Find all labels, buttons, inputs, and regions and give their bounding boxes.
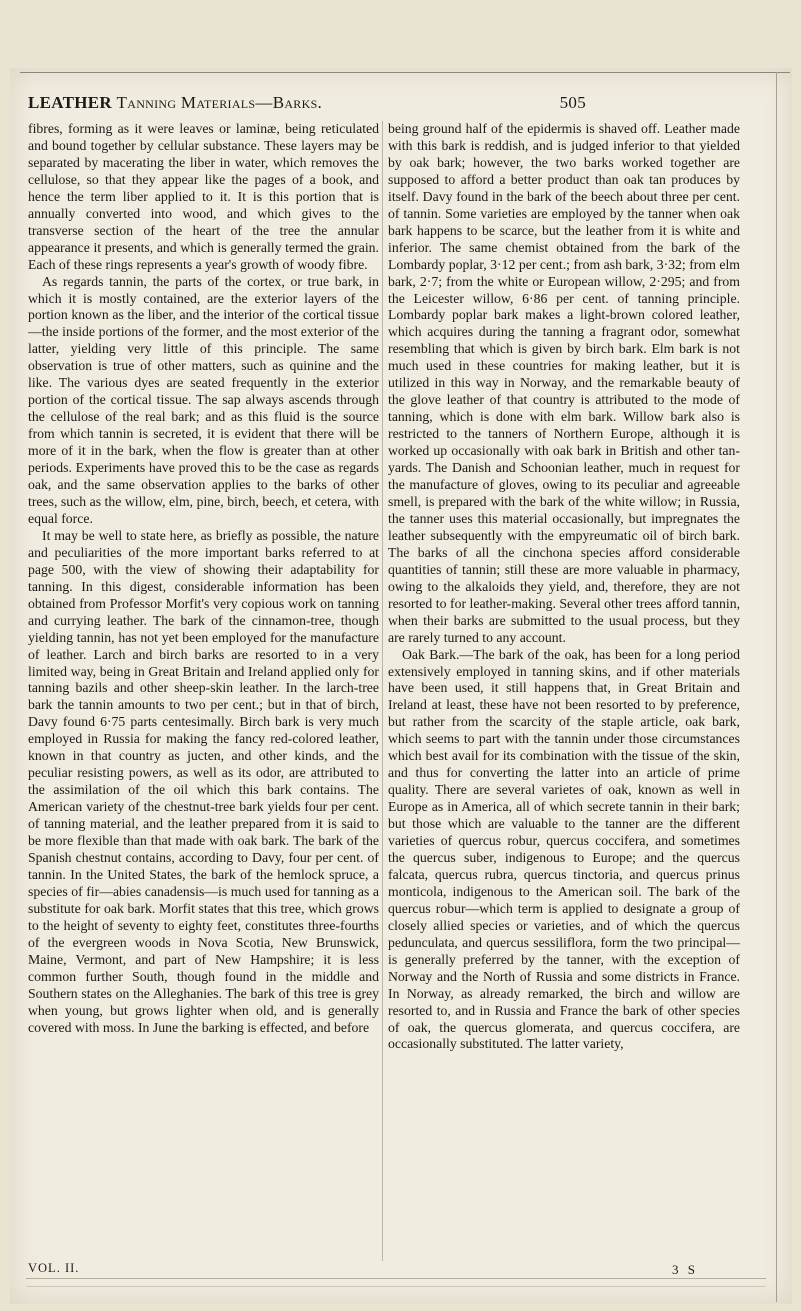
right-column: [388, 121, 740, 1053]
header-title: [28, 93, 322, 113]
paragraph: fibres, forming as it were leaves or laminæ, being reticulated and bound together by cellular substance. These layers may be separated by macerating the liber in water, which removes the cellulose, so that they appear like the pages of a book, and hence the term liber applied to it. It is this portion that is annually converted into wood, and which gives to the transverse section of the heart of the tree the annular appearance it presents, and which is generally termed the grain. Each of these rings represents a year's growth of woody fibre.: [28, 121, 379, 272]
paragraph: It may be well to state here, as briefly as possible, the nature and peculiarities of the more important barks referred to at page 500, with the view of showing their adaptability for tanning. In this digest, considerable information has been obtained from Professor Morfit's very copious work on tanning and currying leather. The bark of the cinnamon-tree, though yielding tannin, has not yet been employed for the manufacture of leather. Larch and birch barks are resorted to in a very limited way, being in Great Britain and Ireland applied only for tanning bazils and other sheep-skin leather. In the larch-tree bark the tannin amounts to two per cent.; but in that of birch, Davy found 6·75 parts centesimally. Birch bark is very much employed in Russia for making the fancy red-colored leather, known in that country as jucten, and other kinds, and the peculiar resisting powers, as well as its odor, are attributed to the assimilation of the oil which this bark contains. The American variety of the chestnut-tree bark yields four per cent. of tanning material, and the leather prepared from it is said to be more flexible than that made with oak bark. The bark of the Spanish chestnut contains, according to Davy, four per cent. of tannin. In the United States, the bark of the hemlock spruce, a species of fir—abies canadensis—is much used for tanning as a substitute for oak bark. Morfit states that this tree, which grows to the height of seventy to eighty feet, constitutes three-fourths of the evergreen woods in Nova Scotia, New Brunswick, Maine, Vermont, and part of New Hampshire; it is less common further South, though found in the middle and Southern states on the Alleghanies. The bark of this tree is grey when young, but grows lighter when old, and is generally covered with moss. In June the barking is effected, and before: [28, 527, 379, 1035]
paragraph: being ground half of the epidermis is shaved off. Leather made with this bark is reddish, and is judged inferior to that yielded by oak bark; however, the two barks worked together are supposed to afford a better product than oak tan produces by itself. Davy found in the bark of the beech about three per cent. of tannin. Some varieties are employed by the tanner when oak bark happens to be scarce, but the leather from it is white and inferior. The same chemist obtained from the bark of the Lombardy poplar, 3·12 per cent.; from ash bark, 3·32; from elm bark, 2·7; from the white or European willow, 2·295; and from the Leicester willow, 6·86 per cent. of tanning principle. Lombardy poplar bark makes a light-brown colored leather, which acquires during the tanning a fragrant odor, somewhat resembling that which is given by birch bark. Elm bark is not much used in these countries for making leather, but it is utilized in this way in Norway, and the remarkable beauty of the glove leather of that country is attributed to the mode of tanning, which is done with elm bark. Willow bark also is restricted to the tanners of Northern Europe, although it is worked up occasionally with oak bark in British and other tan-yards. The Danish and Schoonian leather, much in request for the manufacture of gloves, owing to its peculiar and agreeable smell, is prepared with the bark of the white willow; in Russia, the tanner uses this material occasionally, but impregnates the leather subsequently with the empyreumatic oil of birch bark. The barks of all the cinchona species afford considerable quantities of tannin; still these are more valuable in pharmacy, owing to the alkaloids they yield, and, therefore, they are not resorted to for leather-making. Several other trees afford tannin, when their barks are submitted to the usual process, but they are rarely turned to any account.: [388, 121, 740, 645]
signature-mark: 3 S: [672, 1262, 698, 1277]
header-title-text: LEATHER: [28, 93, 112, 112]
header-subtitle: Tanning Materials—Barks.: [116, 93, 323, 112]
top-rule: [20, 72, 790, 73]
page-number: 505: [559, 93, 586, 112]
column-divider: [382, 121, 383, 1261]
running-header: [28, 93, 586, 117]
right-margin-rule: [776, 72, 777, 1302]
volume-label: VOL. II.: [28, 1261, 80, 1275]
paragraph: As regards tannin, the parts of the cortex, or true bark, in which it is mostly contained, are the exterior layers of the portion known as the liber, and the interior of the cortical tissue—the inside portions of the former, and the most exterior of the latter, yielding very little of this principle. The same observation is true of other matters, such as quinine and the like. The various dyes are seated frequently in the exterior portion of the cortical tissue. The sap always ascends through the cellulose of the real bark; and as this fluid is the source from which tannin is secreted, it is evident that there will be more of it in the bark, when the flow is greater than at other periods. Experiments have proved this to be the case as regards oak, and the same observation applies to the barks of other trees, such as the willow, elm, pine, birch, beech, et cetera, with equal force.: [28, 273, 379, 526]
paragraph: Oak Bark.—The bark of the oak, has been for a long period extensively employed in tanning skins, and if other materials have been used, it still happens that, in Great Britain and Ireland at least, these have not been resorted to by preference, but rather from the scarcity of the staple article, oak bark, which seems to part with the tannin under those circumstances which best avail for its combination with the tissue of the skin, and thus for converting the latter into an article of prime quality. There are several varietes of oak, known as well in Europe as in America, all of which secrete tannin in their bark; but those which are valuable to the tanner are the different varieties of quercus robur, quercus coccifera, and sometimes the quercus suber, indigenous to Europe; and the quercus falcata, quercus rubra, quercus tinctoria, and quercus prinus monticola, indigenous to the American soil. The bark of the quercus robur—which term is applied to designate a group of closely allied species or varieties, and of which the quercus pedunculata, and quercus sessiliflora, form the two principal—is generally preferred by the tanner, with the exception of Norway and the North of Russia and some districts in France. In Norway, as already remarked, the birch and willow are resorted to, and in Russia and France the bark of other species of oak, the quercus glomerata, and quercus coccifera, are occasionally substituted. The latter variety,: [388, 646, 740, 1052]
bottom-rule-secondary: [26, 1286, 766, 1287]
bottom-rule: [26, 1278, 766, 1279]
left-column: [28, 121, 379, 1036]
